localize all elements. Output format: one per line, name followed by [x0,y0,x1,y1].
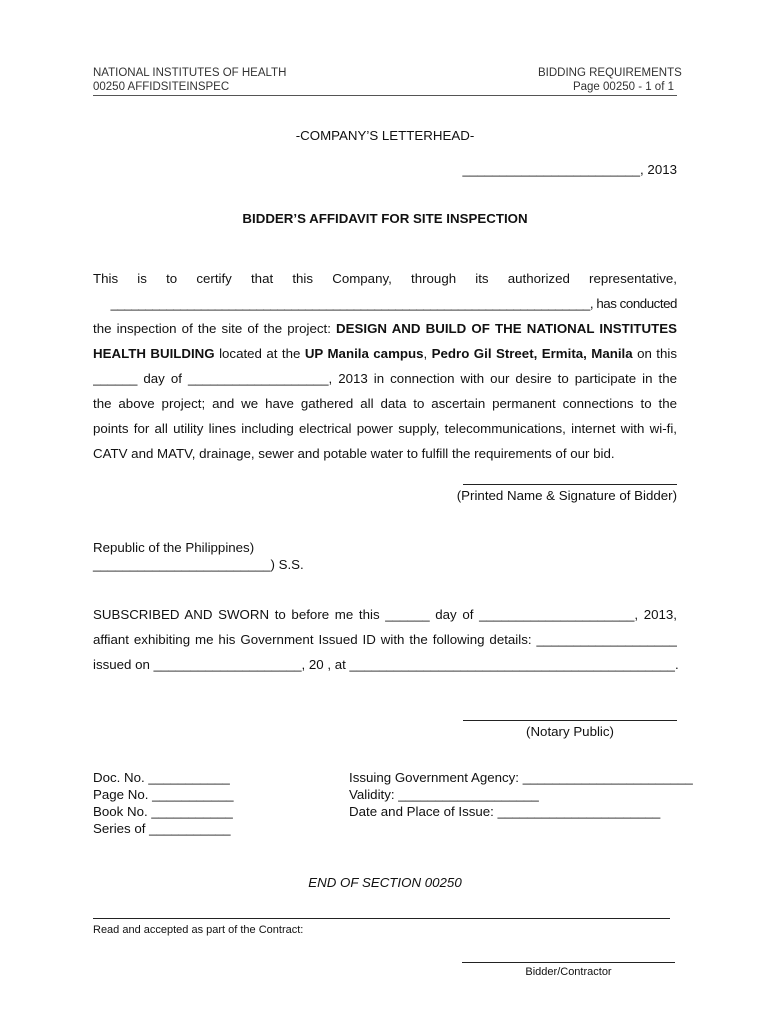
on-this-text: on this [632,346,677,361]
body-line-3 [93,316,677,341]
body-line-8: CATV and MATV, drainage, sewer and potable water to fulfill the requirements of our bid. [93,446,615,461]
affidavit-title: BIDDER’S AFFIDAVIT FOR SITE INSPECTION [242,211,528,226]
jurat-line-1: SUBSCRIBED AND SWORN to before me this ______ day of _____________________, 2013, [93,607,677,622]
bidder-contractor-signature-line [462,962,675,963]
project-address: Pedro Gil Street, Ermita, Manila [431,346,633,361]
doc-no: Doc. No. ___________ [93,770,230,785]
book-no: Book No. ___________ [93,804,233,819]
page-no: Page No. ___________ [93,787,234,802]
project-name-cont: HEALTH BUILDING [93,346,215,361]
header-doc-code: 00250 AFFIDSITEINSPEC [93,81,230,93]
validity: Validity: ___________________ [349,787,539,802]
bidder-signature-label: (Printed Name & Signature of Bidder) [456,488,677,503]
letterhead-placeholder: -COMPANY’S LETTERHEAD- [295,128,475,143]
body-line-2: _____________________________________________________________________, has conducted [110,296,677,311]
body-line-6: the above project; and we have gathered all data to ascertain permanent connections to the [93,396,677,411]
header-divider [93,95,677,96]
issuing-agency: Issuing Government Agency: _______________________ [349,770,693,785]
body-line-1: This is to certify that this Company, through its authorized representative, [93,271,677,286]
body-line-4 [93,341,677,366]
venue-country: Republic of the Philippines) [93,540,255,555]
project-campus: UP Manila campus [304,346,424,361]
bidder-contractor-label: Bidder/Contractor [525,966,612,978]
header-section-type: BIDDING REQUIREMENTS [538,67,682,79]
read-accepted-label: Read and accepted as part of the Contract: [93,924,304,936]
series-of: Series of ___________ [93,821,231,836]
footer-divider [93,918,670,919]
venue-ss: ________________________) S.S. [93,557,304,572]
header-org: NATIONAL INSTITUTES OF HEALTH [93,67,287,79]
jurat-line-2: affiant exhibiting me his Government Issued ID with the following details: ___________________ [93,632,677,647]
date-line: ________________________, 2013 [462,162,677,177]
notary-label: (Notary Public) [526,724,614,739]
location-separator: , [423,346,432,361]
location-connector: located at the [214,346,305,361]
header-page-number: Page 00250 - 1 of 1 [572,81,674,93]
jurat-line-3: issued on ____________________, 20 , at ____________________________________________. [93,657,679,672]
project-intro: the inspection of the site of the project: [93,321,337,336]
date-place-of-issue: Date and Place of Issue: ______________________ [349,804,661,819]
body-line-5: ______ day of ___________________, 2013 in connection with our desire to participate in the [93,371,677,386]
body-line-7: points for all utility lines including electrical power supply, telecommunications, internet with wi-fi, [93,421,677,436]
project-name: DESIGN AND BUILD OF THE NATIONAL INSTITUTES [336,321,677,336]
end-of-section: END OF SECTION 00250 [308,875,462,890]
